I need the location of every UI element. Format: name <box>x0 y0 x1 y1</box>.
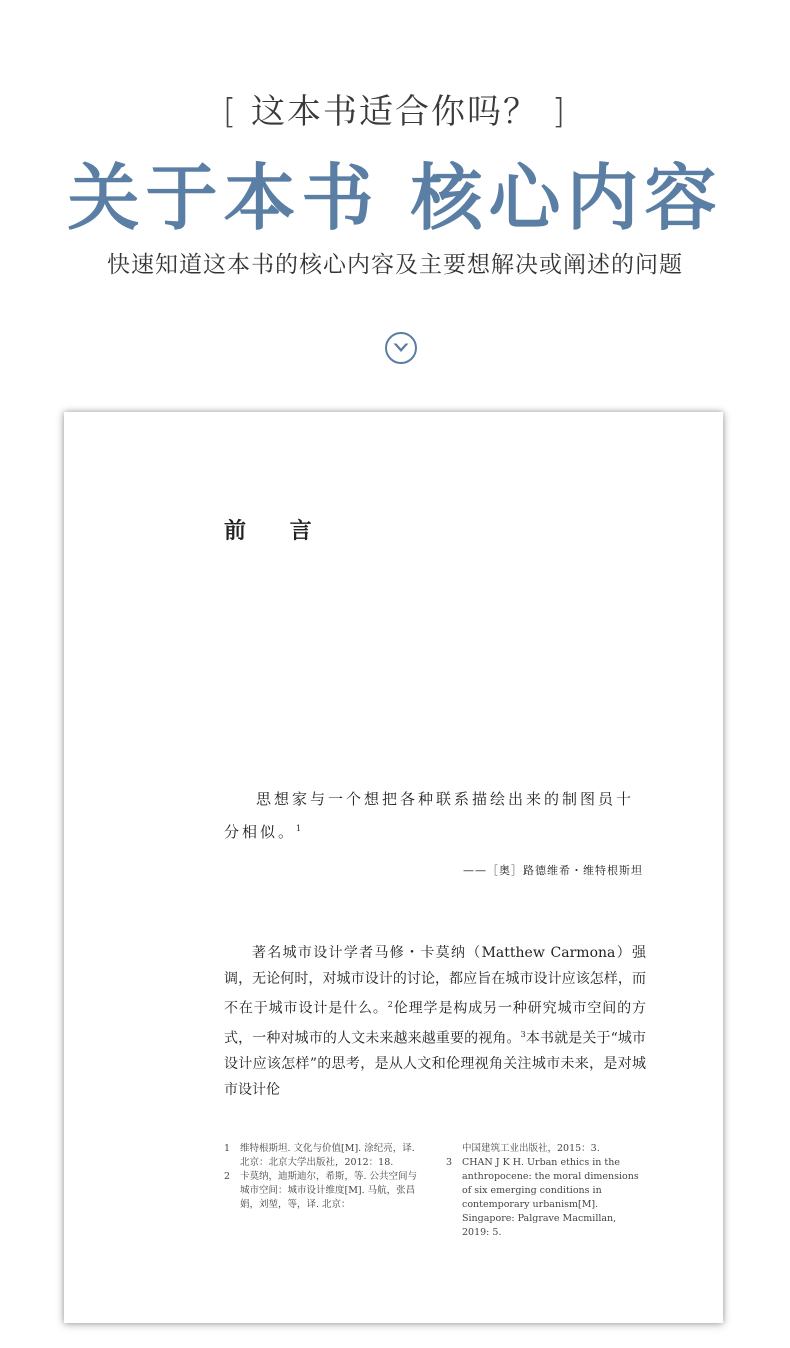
chevron-down-circle-icon[interactable] <box>384 331 418 365</box>
epigraph <box>224 784 646 847</box>
footnote-number: 3 <box>446 1157 453 1168</box>
section-subtitle: 快速知道这本书的核心内容及主要想解决或阐述的问题 <box>107 252 683 278</box>
body-text-segment: 伦理学是构成另一种研究城市空间的方式，一种对城市的人文未来越来越重要的视角。 <box>224 1000 647 1047</box>
footnote-continued <box>446 1142 646 1156</box>
footnote-number: 1 <box>224 1143 231 1154</box>
footnote-text: 中国建筑工业出版社，2015：3. <box>462 1143 600 1154</box>
footnote-text: CHAN J K H. Urban ethics in the anthropocene: the moral dimensions of six emerging conditions in contemporary urbanism[M]. Singapore: Palgrave Macmillan, 2019: 5. <box>462 1157 639 1238</box>
footnote-ref: 3 <box>520 1029 526 1039</box>
footnote <box>446 1156 646 1240</box>
tag-text: 这本书适合你吗？ <box>251 92 539 132</box>
footnote-number: 2 <box>224 1171 231 1182</box>
footnotes-left-column <box>224 1142 424 1240</box>
footnotes <box>224 1142 646 1240</box>
book-page-preview <box>64 412 723 1323</box>
footnote <box>224 1142 424 1170</box>
epigraph-attribution: ——［奥］路德维希・维特根斯坦 <box>463 864 643 877</box>
footnote-ref: 1 <box>296 824 302 833</box>
body-text-segment: 本书就是关于“城市设计应该怎样”的思考，是从人文和伦理视角关注城市未来，是对城市设计伦 <box>224 1030 646 1099</box>
footnote-text: 维特根斯坦. 文化与价值[M]. 涂纪亮，译. 北京：北京大学出版社，2012：18. <box>240 1143 415 1168</box>
footnote-text: 卡莫纳，迪斯迪尔，希斯，等. 公共空间与城市空间：城市设计维度[M]. 马航，张昌娟，刘堃，等，译. 北京： <box>240 1171 418 1210</box>
tag-open-bracket: [ <box>222 92 239 132</box>
chapter-title: 前 言 <box>224 518 330 544</box>
body-text-segment: 著名城市设计学者马修・卡莫纳（Matthew Carmona）强调，无论何时，对城市设计的讨论，都应旨在城市设计应该怎样，而不在于城市设计是什么。 <box>224 945 646 1017</box>
section-tag <box>0 84 790 133</box>
footnote-ref: 2 <box>387 1000 393 1009</box>
footnote <box>224 1170 424 1212</box>
epigraph-text: 思想家与一个想把各种联系描绘出来的制图员十分相似。 <box>224 790 635 841</box>
footnotes-right-column <box>446 1142 646 1240</box>
body-paragraph <box>224 940 646 1103</box>
section-title: 关于本书 核心内容 <box>67 155 723 240</box>
tag-close-bracket: ] <box>551 92 568 132</box>
